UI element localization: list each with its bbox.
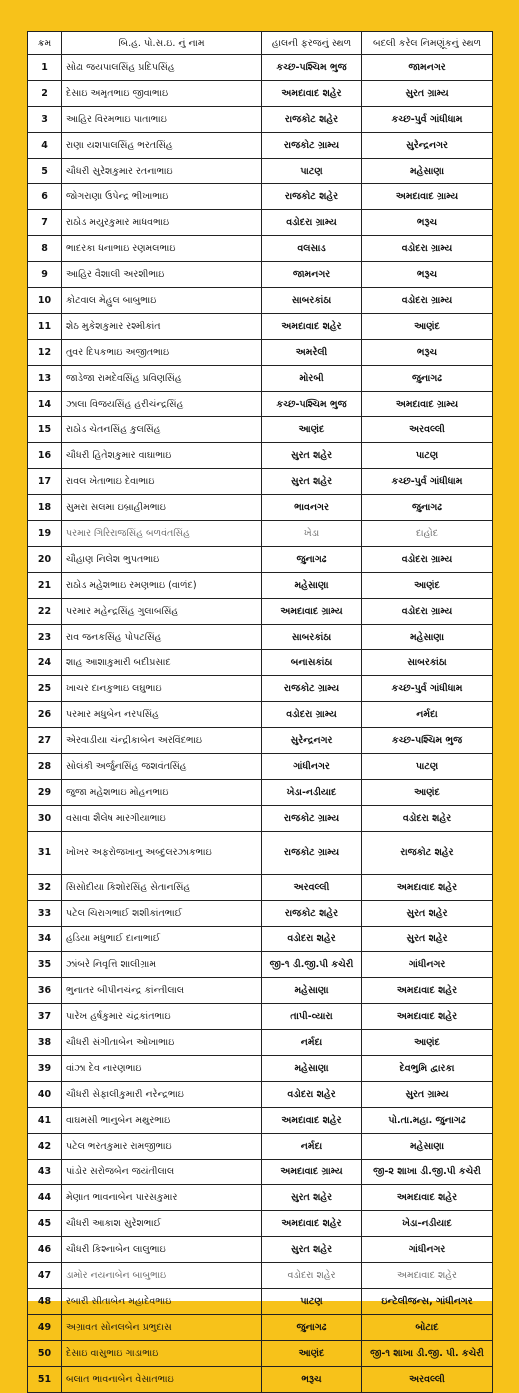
serial-cell: 46 bbox=[28, 1237, 62, 1263]
officer-name-cell: ઝાલા વિજયસિંહ હરીચંન્દ્રસિંહ bbox=[62, 391, 262, 417]
current-posting-cell: રાજકોટ શહેર bbox=[262, 184, 362, 210]
table-row bbox=[28, 158, 493, 184]
header-name: બિ.હ. પો.સ.ઇ. નું નામ bbox=[62, 32, 262, 55]
officer-name-cell: રાઠોડ મયુરકુમાર માધવભાઇ bbox=[62, 210, 262, 236]
officer-name-cell: ચૌધરી સંગીતાબેન ઓખાભાઇ bbox=[62, 1030, 262, 1056]
header-serial: ક્રમ bbox=[28, 32, 62, 55]
transfer-posting-cell: ભરૂચ bbox=[362, 262, 493, 288]
transfer-posting-cell: વડોદરા ગ્રામ્ય bbox=[362, 288, 493, 314]
officer-name-cell: તુવર દિપકભાઇ અજીતભાઇ bbox=[62, 339, 262, 365]
serial-cell: 38 bbox=[28, 1030, 62, 1056]
serial-cell: 20 bbox=[28, 546, 62, 572]
transfer-posting-cell: પાટણ bbox=[362, 443, 493, 469]
serial-cell: 15 bbox=[28, 417, 62, 443]
serial-cell: 47 bbox=[28, 1263, 62, 1289]
table-row bbox=[28, 978, 493, 1004]
officer-name-cell: એરવાડીયા ચંન્દ્રીકાબેન અરવિંદભાઇ bbox=[62, 728, 262, 754]
header-current-posting: હાલની ફરજનું સ્થળ bbox=[262, 32, 362, 55]
officer-name-cell: હડિયા મધુભાઈ દાનાભાઈ bbox=[62, 926, 262, 952]
officer-name-cell: અગ્રાવત સોનલબેન પ્રભુદાસ bbox=[62, 1314, 262, 1340]
transfer-posting-cell: જુનાગઢ bbox=[362, 365, 493, 391]
serial-cell: 34 bbox=[28, 926, 62, 952]
transfer-posting-cell: સુરત ગ્રામ્ય bbox=[362, 80, 493, 106]
serial-cell: 35 bbox=[28, 952, 62, 978]
transfer-posting-cell: ગાંધીનગર bbox=[362, 952, 493, 978]
table-row bbox=[28, 132, 493, 158]
current-posting-cell: અરવલ્લી bbox=[262, 874, 362, 900]
serial-cell: 42 bbox=[28, 1133, 62, 1159]
transfer-posting-cell: આણંદ bbox=[362, 779, 493, 805]
serial-cell: 30 bbox=[28, 805, 62, 831]
transfer-posting-cell: જુનાગઢ bbox=[362, 495, 493, 521]
table-row bbox=[28, 106, 493, 132]
table-row bbox=[28, 598, 493, 624]
table-row bbox=[28, 1237, 493, 1263]
table-row bbox=[28, 1004, 493, 1030]
officer-name-cell: આહિર વિરમભાઇ પાતાભાઇ bbox=[62, 106, 262, 132]
serial-cell: 9 bbox=[28, 262, 62, 288]
transfer-posting-cell: નર્મદા bbox=[362, 702, 493, 728]
transfer-posting-cell: વડોદરા ગ્રામ્ય bbox=[362, 598, 493, 624]
table-row bbox=[28, 80, 493, 106]
current-posting-cell: કચ્છ-પશ્ચિમ ભુજ bbox=[262, 391, 362, 417]
serial-cell: 3 bbox=[28, 106, 62, 132]
current-posting-cell: સુરત શહેર bbox=[262, 1185, 362, 1211]
transfer-posting-cell: મહેસાણા bbox=[362, 1133, 493, 1159]
current-posting-cell: સુરત શહેર bbox=[262, 1237, 362, 1263]
serial-cell: 25 bbox=[28, 676, 62, 702]
officer-name-cell: વાઘમસી ભાનુબેન મથુરભાઇ bbox=[62, 1107, 262, 1133]
current-posting-cell: અમદાવાદ શહેર bbox=[262, 1211, 362, 1237]
officer-name-cell: ઝાંબરે નિવૃત્તિ શાલીગ્રામ bbox=[62, 952, 262, 978]
current-posting-cell: અમદાવાદ શહેર bbox=[262, 80, 362, 106]
current-posting-cell: જામનગર bbox=[262, 262, 362, 288]
table-row bbox=[28, 1314, 493, 1340]
transfer-posting-cell: અમદાવાદ શહેર bbox=[362, 874, 493, 900]
current-posting-cell: મોરબી bbox=[262, 365, 362, 391]
serial-cell: 29 bbox=[28, 779, 62, 805]
transfer-table bbox=[27, 31, 493, 1393]
transfer-list-sheet bbox=[27, 31, 492, 1385]
serial-cell: 33 bbox=[28, 900, 62, 926]
table-row bbox=[28, 779, 493, 805]
current-posting-cell: મહેસાણા bbox=[262, 978, 362, 1004]
transfer-posting-cell: ગાંધીનગર bbox=[362, 1237, 493, 1263]
serial-cell: 11 bbox=[28, 313, 62, 339]
officer-name-cell: ખાચર દાનકુભાઇ લઘુભાઇ bbox=[62, 676, 262, 702]
current-posting-cell: ગાંધીનગર bbox=[262, 754, 362, 780]
transfer-posting-cell: જામનગર bbox=[362, 55, 493, 81]
officer-name-cell: રાઠોડ ચેતનસિંહ કુલસિંહ bbox=[62, 417, 262, 443]
transfer-posting-cell: આણંદ bbox=[362, 313, 493, 339]
transfer-posting-cell: અમદાવાદ ગ્રામ્ય bbox=[362, 184, 493, 210]
current-posting-cell: તાપી-વ્યારા bbox=[262, 1004, 362, 1030]
table-row bbox=[28, 1185, 493, 1211]
serial-cell: 16 bbox=[28, 443, 62, 469]
current-posting-cell: અમરેલી bbox=[262, 339, 362, 365]
officer-name-cell: શેઠ મુકેશકુમાર રશ્મીકાંત bbox=[62, 313, 262, 339]
transfer-posting-cell: પો.તા.મહા. જુનાગઢ bbox=[362, 1107, 493, 1133]
table-row bbox=[28, 1288, 493, 1314]
table-row bbox=[28, 262, 493, 288]
current-posting-cell: રાજકોટ શહેર bbox=[262, 106, 362, 132]
transfer-posting-cell: અમદાવાદ શહેર bbox=[362, 1263, 493, 1289]
current-posting-cell: પાટણ bbox=[262, 158, 362, 184]
transfer-posting-cell: સુરત શહેર bbox=[362, 900, 493, 926]
serial-cell: 28 bbox=[28, 754, 62, 780]
transfer-posting-cell: અમદાવાદ શહેર bbox=[362, 978, 493, 1004]
table-row bbox=[28, 926, 493, 952]
current-posting-cell: અમદાવાદ ગ્રામ્ય bbox=[262, 598, 362, 624]
table-row bbox=[28, 728, 493, 754]
serial-cell: 48 bbox=[28, 1288, 62, 1314]
officer-name-cell: સુમરા સલમા ઇબ્રાહીમભાઇ bbox=[62, 495, 262, 521]
header-row bbox=[28, 32, 493, 55]
officer-name-cell: પટેલ ચિરાગભાઈ શશીકાંતભાઈ bbox=[62, 900, 262, 926]
table-row bbox=[28, 1081, 493, 1107]
transfer-posting-cell: મહેસાણા bbox=[362, 158, 493, 184]
officer-name-cell: પરમાર મધુબેન નરપસિંહ bbox=[62, 702, 262, 728]
current-posting-cell: નર્મદા bbox=[262, 1030, 362, 1056]
officer-name-cell: રાઠોડ મહેશભાઇ રમણભાઇ (વાળંદ) bbox=[62, 572, 262, 598]
serial-cell: 44 bbox=[28, 1185, 62, 1211]
current-posting-cell: રાજકોટ ગ્રામ્ય bbox=[262, 805, 362, 831]
header-transfer-posting: બદલી કરેલ નિમણૂંકનું સ્થળ bbox=[362, 32, 493, 55]
table-header bbox=[28, 32, 493, 55]
serial-cell: 14 bbox=[28, 391, 62, 417]
current-posting-cell: સુરત શહેર bbox=[262, 443, 362, 469]
table-body bbox=[28, 55, 493, 1393]
current-posting-cell: સુરત શહેર bbox=[262, 469, 362, 495]
table-row bbox=[28, 874, 493, 900]
serial-cell: 1 bbox=[28, 55, 62, 81]
current-posting-cell: ખેડા bbox=[262, 521, 362, 547]
current-posting-cell: કચ્છ-પશ્ચિમ ભુજ bbox=[262, 55, 362, 81]
serial-cell: 36 bbox=[28, 978, 62, 1004]
current-posting-cell: નર્મદા bbox=[262, 1133, 362, 1159]
table-row bbox=[28, 391, 493, 417]
officer-name-cell: પાંડોર સરોજબેન જયંતીલાલ bbox=[62, 1159, 262, 1185]
current-posting-cell: સાબરકાંઠા bbox=[262, 288, 362, 314]
officer-name-cell: પટેલ ભરતકુમાર રામજીભાઇ bbox=[62, 1133, 262, 1159]
table-row bbox=[28, 339, 493, 365]
serial-cell: 19 bbox=[28, 521, 62, 547]
current-posting-cell: આણંદ bbox=[262, 417, 362, 443]
table-row bbox=[28, 572, 493, 598]
current-posting-cell: મહેસાણા bbox=[262, 1055, 362, 1081]
table-row bbox=[28, 417, 493, 443]
transfer-posting-cell: વડોદરા ગ્રામ્ય bbox=[362, 546, 493, 572]
table-row bbox=[28, 313, 493, 339]
officer-name-cell: પરમાર ગિરિરાજસિંહ બળવંતસિંહ bbox=[62, 521, 262, 547]
transfer-posting-cell: બોટાદ bbox=[362, 1314, 493, 1340]
table-row bbox=[28, 1263, 493, 1289]
transfer-posting-cell: વડોદરા શહેર bbox=[362, 805, 493, 831]
table-row bbox=[28, 805, 493, 831]
transfer-posting-cell: સાબરકાંઠા bbox=[362, 650, 493, 676]
officer-name-cell: ચૌહાણ નિલેશ ભુપતભાઇ bbox=[62, 546, 262, 572]
transfer-posting-cell: મહેસાણા bbox=[362, 624, 493, 650]
officer-name-cell: બલાત ભાવનાબેન વેસાતભાઇ bbox=[62, 1366, 262, 1392]
serial-cell: 7 bbox=[28, 210, 62, 236]
current-posting-cell: રાજકોટ ગ્રામ્ય bbox=[262, 831, 362, 874]
current-posting-cell: જુનાગઢ bbox=[262, 546, 362, 572]
table-row bbox=[28, 952, 493, 978]
current-posting-cell: વડોદરા ગ્રામ્ય bbox=[262, 210, 362, 236]
officer-name-cell: જોગરાણા ઉપેન્દ્ર ભીખાભાઇ bbox=[62, 184, 262, 210]
serial-cell: 40 bbox=[28, 1081, 62, 1107]
table-row bbox=[28, 1211, 493, 1237]
table-row bbox=[28, 184, 493, 210]
transfer-posting-cell: રાજકોટ શહેર bbox=[362, 831, 493, 874]
current-posting-cell: વડોદરા શહેર bbox=[262, 926, 362, 952]
table-row bbox=[28, 1159, 493, 1185]
table-row bbox=[28, 365, 493, 391]
current-posting-cell: સુરેન્દ્રનગર bbox=[262, 728, 362, 754]
current-posting-cell: અમદાવાદ શહેર bbox=[262, 313, 362, 339]
transfer-posting-cell: દેવભુમિ દ્વારકા bbox=[362, 1055, 493, 1081]
table-row bbox=[28, 1030, 493, 1056]
current-posting-cell: વડોદરા શહેર bbox=[262, 1263, 362, 1289]
officer-name-cell: શાહ આશાકુમારી બદીપ્રસાદ bbox=[62, 650, 262, 676]
serial-cell: 32 bbox=[28, 874, 62, 900]
officer-name-cell: ભાદરકા ધનાભાઇ રણમલભાઇ bbox=[62, 236, 262, 262]
serial-cell: 21 bbox=[28, 572, 62, 598]
transfer-posting-cell: અમદાવાદ શહેર bbox=[362, 1004, 493, 1030]
table-row bbox=[28, 55, 493, 81]
current-posting-cell: અમદાવાદ ગ્રામ્ય bbox=[262, 1159, 362, 1185]
transfer-posting-cell: અમદાવાદ ગ્રામ્ય bbox=[362, 391, 493, 417]
current-posting-cell: મહેસાણા bbox=[262, 572, 362, 598]
table-row bbox=[28, 236, 493, 262]
transfer-posting-cell: પાટણ bbox=[362, 754, 493, 780]
serial-cell: 31 bbox=[28, 831, 62, 874]
officer-name-cell: ભુનાતર બીપીનચંન્દ્ર કાંન્તીલાલ bbox=[62, 978, 262, 1004]
officer-name-cell: વાંઝા દેવ નારણભાઇ bbox=[62, 1055, 262, 1081]
serial-cell: 24 bbox=[28, 650, 62, 676]
current-posting-cell: ખેડા-નડીયાદ bbox=[262, 779, 362, 805]
current-posting-cell: જુનાગઢ bbox=[262, 1314, 362, 1340]
table-row bbox=[28, 1366, 493, 1392]
table-row bbox=[28, 1055, 493, 1081]
officer-name-cell: ચૌધરી સેફાલીકુમારી નરેન્દ્રભાઇ bbox=[62, 1081, 262, 1107]
serial-cell: 2 bbox=[28, 80, 62, 106]
table-row bbox=[28, 495, 493, 521]
current-posting-cell: રાજકોટ ગ્રામ્ય bbox=[262, 676, 362, 702]
table-row bbox=[28, 650, 493, 676]
officer-name-cell: ચૌધરી આકાશ સુરેશભાઈ bbox=[62, 1211, 262, 1237]
table-row bbox=[28, 1340, 493, 1366]
current-posting-cell: જી-૧ ડી.જી.પી કચેરી bbox=[262, 952, 362, 978]
serial-cell: 43 bbox=[28, 1159, 62, 1185]
current-posting-cell: વડોદરા શહેર bbox=[262, 1081, 362, 1107]
transfer-posting-cell: કચ્છ-પશ્ચિમ ભુજ bbox=[362, 728, 493, 754]
current-posting-cell: સાબરકાંઠા bbox=[262, 624, 362, 650]
table-row bbox=[28, 469, 493, 495]
transfer-posting-cell: જી-૧ શાખા ડી.જી. પી. કચેરી bbox=[362, 1340, 493, 1366]
serial-cell: 39 bbox=[28, 1055, 62, 1081]
transfer-posting-cell: અમદાવાદ શહેર bbox=[362, 1185, 493, 1211]
transfer-posting-cell: કચ્છ-પુર્વ ગાંધીધામ bbox=[362, 106, 493, 132]
table-row bbox=[28, 831, 493, 874]
table-row bbox=[28, 546, 493, 572]
serial-cell: 50 bbox=[28, 1340, 62, 1366]
current-posting-cell: પાટણ bbox=[262, 1288, 362, 1314]
serial-cell: 12 bbox=[28, 339, 62, 365]
transfer-posting-cell: સુરેન્દ્રનગર bbox=[362, 132, 493, 158]
officer-name-cell: ડામોર નયનાબેન બાબુભાઇ bbox=[62, 1263, 262, 1289]
current-posting-cell: રાજકોટ શહેર bbox=[262, 900, 362, 926]
serial-cell: 41 bbox=[28, 1107, 62, 1133]
transfer-posting-cell: અરવલ્લી bbox=[362, 417, 493, 443]
officer-name-cell: રાવલ ખેતાભાઇ દેવાભાઇ bbox=[62, 469, 262, 495]
transfer-posting-cell: ઇન્ટેલીજન્સ, ગાંધીનગર bbox=[362, 1288, 493, 1314]
serial-cell: 26 bbox=[28, 702, 62, 728]
officer-name-cell: સોઢા જયપાલસિંહ પ્રદિપસિંહ bbox=[62, 55, 262, 81]
current-posting-cell: વડોદરા ગ્રામ્ય bbox=[262, 702, 362, 728]
transfer-posting-cell: કચ્છ-પુર્વ ગાંધીધામ bbox=[362, 676, 493, 702]
officer-name-cell: જુજા મહેશભાઇ મોહનભાઇ bbox=[62, 779, 262, 805]
officer-name-cell: ચૌધરી સુરેશકુમાર રતનાભાઇ bbox=[62, 158, 262, 184]
transfer-posting-cell: કચ્છ-પુર્વ ગાંધીધામ bbox=[362, 469, 493, 495]
officer-name-cell: રાણા યશપાલસિંહ ભરતસિંહ bbox=[62, 132, 262, 158]
serial-cell: 51 bbox=[28, 1366, 62, 1392]
table-row bbox=[28, 443, 493, 469]
officer-name-cell: પરમાર મહેન્દ્રસિંહ ગુલાબસિંહ bbox=[62, 598, 262, 624]
officer-name-cell: સોલંકી અર્જુનસિંહ જશવંતસિંહ bbox=[62, 754, 262, 780]
transfer-posting-cell: ખેડા-નડીયાદ bbox=[362, 1211, 493, 1237]
current-posting-cell: અમદાવાદ શહેર bbox=[262, 1107, 362, 1133]
current-posting-cell: બનાસકાંઠા bbox=[262, 650, 362, 676]
table-row bbox=[28, 676, 493, 702]
serial-cell: 8 bbox=[28, 236, 62, 262]
table-row bbox=[28, 900, 493, 926]
officer-name-cell: મેણાત ભાવનાબેન પારસકુમાર bbox=[62, 1185, 262, 1211]
serial-cell: 6 bbox=[28, 184, 62, 210]
table-row bbox=[28, 754, 493, 780]
transfer-posting-cell: ભરૂચ bbox=[362, 339, 493, 365]
officer-name-cell: દેસાઇ વાસુભાઇ ગાડાભાઇ bbox=[62, 1340, 262, 1366]
current-posting-cell: ભાવનગર bbox=[262, 495, 362, 521]
table-row bbox=[28, 702, 493, 728]
officer-name-cell: પારેખ હર્ષકુમાર ચંદ્રકાંતભાઇ bbox=[62, 1004, 262, 1030]
officer-name-cell: જાડેજા રામદેવસિંહ પ્રવિણસિંહ bbox=[62, 365, 262, 391]
transfer-posting-cell: ભરૂચ bbox=[362, 210, 493, 236]
current-posting-cell: વલસાડ bbox=[262, 236, 362, 262]
table-row bbox=[28, 521, 493, 547]
officer-name-cell: સિસોદીયા કિશોરસિંહ સેતાનસિંહ bbox=[62, 874, 262, 900]
transfer-posting-cell: સુરત ગ્રામ્ય bbox=[362, 1081, 493, 1107]
officer-name-cell: વસાવા શૈલેષ મારગીયાભાઇ bbox=[62, 805, 262, 831]
officer-name-cell: ચૌધરી કિશ્નાબેન લાલુભાઇ bbox=[62, 1237, 262, 1263]
current-posting-cell: આણંદ bbox=[262, 1340, 362, 1366]
transfer-posting-cell: દાહોદ bbox=[362, 521, 493, 547]
officer-name-cell: દેસાઇ અમૃતભાઇ જીવાભાઇ bbox=[62, 80, 262, 106]
officer-name-cell: ચૌધરી હિતેશકુમાર વાઘાભાઇ bbox=[62, 443, 262, 469]
current-posting-cell: ભરૂચ bbox=[262, 1366, 362, 1392]
serial-cell: 37 bbox=[28, 1004, 62, 1030]
transfer-posting-cell: અરવલ્લી bbox=[362, 1366, 493, 1392]
current-posting-cell: રાજકોટ ગ્રામ્ય bbox=[262, 132, 362, 158]
serial-cell: 4 bbox=[28, 132, 62, 158]
table-row bbox=[28, 1107, 493, 1133]
serial-cell: 13 bbox=[28, 365, 62, 391]
serial-cell: 5 bbox=[28, 158, 62, 184]
table-row bbox=[28, 624, 493, 650]
officer-name-cell: ખોખર અફરોજખાનુ અબ્દુલરઝાકભાઇ bbox=[62, 831, 262, 874]
table-row bbox=[28, 288, 493, 314]
transfer-posting-cell: આણંદ bbox=[362, 572, 493, 598]
serial-cell: 45 bbox=[28, 1211, 62, 1237]
transfer-posting-cell: આણંદ bbox=[362, 1030, 493, 1056]
transfer-posting-cell: સુરત શહેર bbox=[362, 926, 493, 952]
table-row bbox=[28, 210, 493, 236]
table-row bbox=[28, 1133, 493, 1159]
officer-name-cell: રબારી સીતાબેન મહાદેવભાઇ bbox=[62, 1288, 262, 1314]
officer-name-cell: કોટવાલ મેહુલ બાબુભાઇ bbox=[62, 288, 262, 314]
serial-cell: 27 bbox=[28, 728, 62, 754]
transfer-posting-cell: વડોદરા ગ્રામ્ય bbox=[362, 236, 493, 262]
serial-cell: 49 bbox=[28, 1314, 62, 1340]
officer-name-cell: આહિર વૈશાલી અરશીભાઇ bbox=[62, 262, 262, 288]
transfer-posting-cell: જી-૨ શાખા ડી.જી.પી કચેરી bbox=[362, 1159, 493, 1185]
serial-cell: 22 bbox=[28, 598, 62, 624]
serial-cell: 10 bbox=[28, 288, 62, 314]
serial-cell: 23 bbox=[28, 624, 62, 650]
officer-name-cell: રાવ જનકસિંહ પોપટસિંહ bbox=[62, 624, 262, 650]
serial-cell: 18 bbox=[28, 495, 62, 521]
serial-cell: 17 bbox=[28, 469, 62, 495]
